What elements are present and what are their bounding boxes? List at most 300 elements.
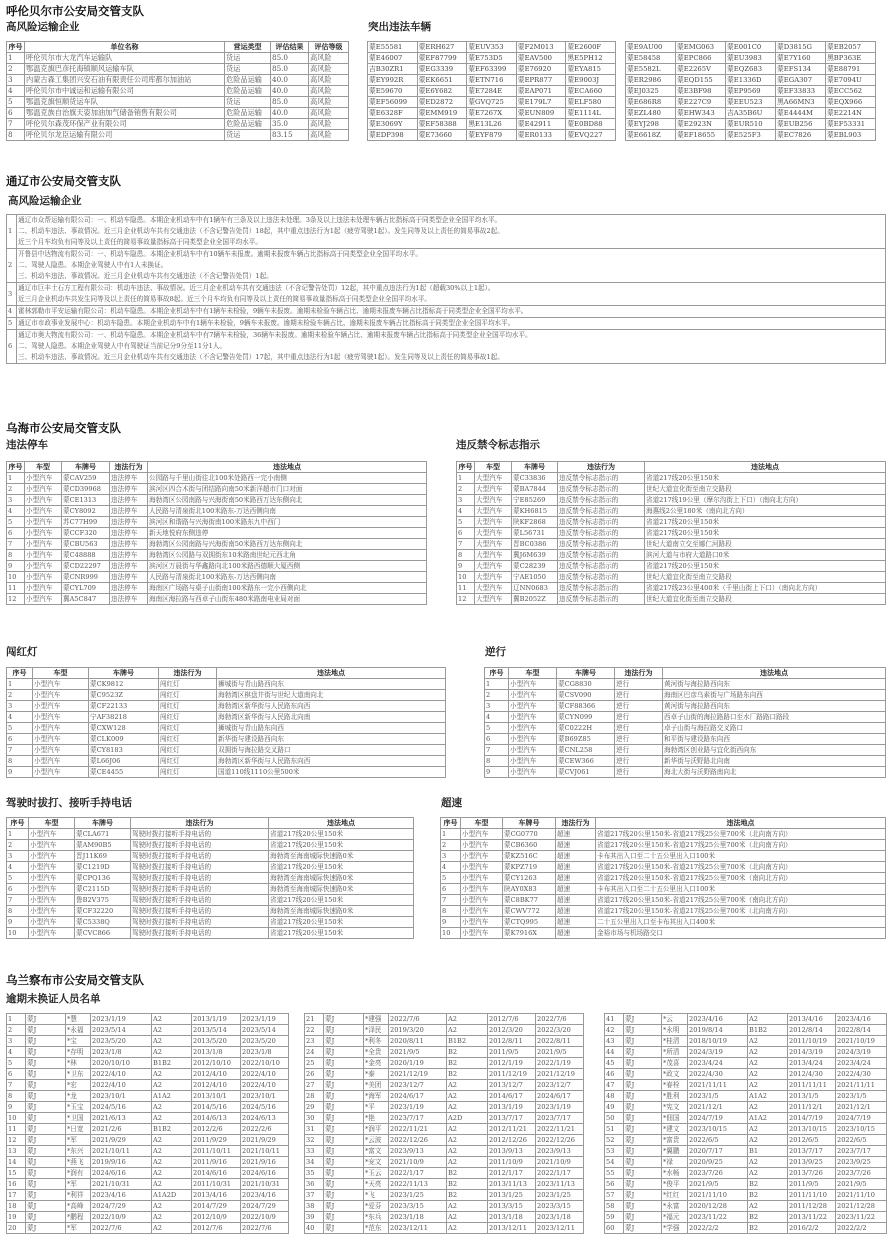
plate-number: 蒙E2265V xyxy=(676,64,726,75)
table-row xyxy=(7,1168,289,1179)
valid-from: 2011/9/16 xyxy=(192,1157,241,1168)
vehicle-type: 小型汽车 xyxy=(25,528,62,539)
table-row xyxy=(626,86,876,97)
driver-name: *永富 xyxy=(662,1201,688,1212)
plate-number: 蒙CLA671 xyxy=(75,829,131,840)
issuing-authority: 蒙J xyxy=(26,1058,66,1069)
driver-name: *飞 xyxy=(364,1190,389,1201)
table-row xyxy=(305,1091,584,1102)
valid-to: 2021/10/19 xyxy=(836,1036,887,1047)
driver-name: *学强 xyxy=(662,1223,688,1234)
plate-number: 蒙C33836 xyxy=(512,473,558,484)
plate-number: 蒙EP9569 xyxy=(726,86,776,97)
table-row xyxy=(7,1135,289,1146)
vehicle-type: 大型汽车 xyxy=(475,572,512,583)
valid-from: 2013/11/22 xyxy=(788,1212,836,1223)
license-class: A2 xyxy=(152,1014,192,1025)
license-class: A2 xyxy=(152,1036,192,1047)
row-number: 11 xyxy=(7,1124,26,1135)
driver-name: *禄 xyxy=(662,1157,688,1168)
driver-name: *云 xyxy=(662,1014,688,1025)
expiry-date: 2023/7/17 xyxy=(389,1113,447,1124)
expiry-date: 2021/10/11 xyxy=(91,1146,152,1157)
violation: 闯红灯 xyxy=(159,734,217,745)
expiry-date: 2022/1/17 xyxy=(389,1168,447,1179)
vehicle-table-right xyxy=(625,41,876,141)
valid-from: 2012/6/5 xyxy=(788,1135,836,1146)
column-header-violation: 违法行为 xyxy=(159,668,217,679)
score: 40.0 xyxy=(271,108,309,119)
violation: 违法停车 xyxy=(110,517,148,528)
table-row xyxy=(305,1124,584,1135)
vehicle-table-left xyxy=(367,41,616,141)
row-number: 10 xyxy=(457,572,475,583)
table-row xyxy=(7,130,349,141)
expiry-date: 2019/8/14 xyxy=(688,1025,748,1036)
row-number: 8 xyxy=(7,550,25,561)
valid-to: 2022/11/21 xyxy=(536,1124,584,1135)
driver-name: *福元 xyxy=(662,1212,688,1223)
description-line: 二、驾驶人隐患。本期企业驾驶人中有1人未换证。 xyxy=(18,261,168,269)
row-number: 3 xyxy=(7,283,17,306)
row-number: 6 xyxy=(441,884,461,895)
risk-level: 高风险 xyxy=(309,64,349,75)
expiry-date: 2024/7/19 xyxy=(688,1113,748,1124)
row-number: 7 xyxy=(457,539,475,550)
vehicle-type: 小型汽车 xyxy=(33,712,89,723)
plate-number: 蒙ED2872 xyxy=(417,97,467,108)
row-number: 7 xyxy=(7,745,33,756)
location: 人民路与清泉街北100米路东-万达西侧向南 xyxy=(148,506,427,517)
license-class: B2 xyxy=(748,1223,788,1234)
plate-number: 蒙ECA660 xyxy=(566,86,616,97)
license-class: B2 xyxy=(447,1179,488,1190)
valid-to: 2024/7/19 xyxy=(836,1113,887,1124)
plate-number: 蒙EY992R xyxy=(368,75,418,86)
license-class: A2 xyxy=(447,1201,488,1212)
table-row xyxy=(485,679,886,690)
vehicle-type: 小型汽车 xyxy=(461,873,503,884)
table-row xyxy=(605,1025,887,1036)
column-header-violation: 违法行为 xyxy=(131,818,269,829)
table-row xyxy=(7,561,427,572)
location: 省道217线20公里150米 xyxy=(269,829,414,840)
issuing-authority: 蒙J xyxy=(26,1146,66,1157)
license-class: A2 xyxy=(447,1223,488,1234)
driver-name: *军 xyxy=(66,1179,91,1190)
row-number: 6 xyxy=(7,1069,26,1080)
location: 省道217线20公里150米 xyxy=(269,840,414,851)
violation: 超速 xyxy=(556,851,596,862)
plate-number: 蒙EG3339 xyxy=(417,64,467,75)
table-header-row xyxy=(457,462,886,473)
table-row xyxy=(605,1069,887,1080)
valid-from: 2012/12/26 xyxy=(488,1135,536,1146)
table-header-row xyxy=(485,668,886,679)
row-number: 4 xyxy=(485,712,509,723)
issuing-authority: 蒙J xyxy=(624,1014,662,1025)
issuing-authority: 蒙J xyxy=(624,1146,662,1157)
plate-number: 蒙C0222H xyxy=(557,723,615,734)
operation-type: 货运 xyxy=(225,64,271,75)
table-header-row xyxy=(7,818,414,829)
vehicle-type: 小型汽车 xyxy=(25,561,62,572)
plate-number: 吉B30ZR1 xyxy=(368,64,418,75)
valid-to: 2023/12/7 xyxy=(536,1080,584,1091)
table-row xyxy=(7,572,427,583)
license-class: B2 xyxy=(447,1190,488,1201)
location: 省道217线19公里（摩尔沟街上下口）（南向北方向） xyxy=(645,495,886,506)
valid-to: 2021/10/11 xyxy=(241,1146,289,1157)
valid-from: 2014/7/29 xyxy=(192,1201,241,1212)
location: 海南区巴彦乌素街与广场路东向西 xyxy=(663,690,886,701)
plate-number: 蒙L66J06 xyxy=(89,756,159,767)
plate-number: 蒙C8BK77 xyxy=(503,895,556,906)
plate-number: 蒙EMG063 xyxy=(676,42,726,53)
valid-from: 2012/3/20 xyxy=(488,1025,536,1036)
valid-from: 2011/9/29 xyxy=(192,1135,241,1146)
driver-name: *全贵 xyxy=(364,1047,389,1058)
row-number: 28 xyxy=(305,1091,324,1102)
valid-from: 2012/10/10 xyxy=(192,1058,241,1069)
valid-to: 2022/7/6 xyxy=(241,1223,289,1234)
column-header-no: 序号 xyxy=(485,668,509,679)
driver-name: *润有 xyxy=(66,1168,91,1179)
table-row xyxy=(605,1157,887,1168)
plate-number: 蒙EU3983 xyxy=(726,53,776,64)
violation: 逆行 xyxy=(615,712,663,723)
enterprise-description xyxy=(17,306,886,318)
table-row xyxy=(441,829,886,840)
table-row xyxy=(305,1025,584,1036)
table-row xyxy=(305,1069,584,1080)
vehicle-type: 小型汽车 xyxy=(29,917,75,928)
row-number: 12 xyxy=(457,594,475,605)
license-class: B1B2 xyxy=(447,1036,488,1047)
valid-to: 2022/2/6 xyxy=(241,1124,289,1135)
location: 卓子山街与海拉路交叉路口 xyxy=(663,723,886,734)
row-number: 10 xyxy=(7,572,25,583)
expiry-date: 2019/9/16 xyxy=(91,1157,152,1168)
plate-number: 蒙E525F3 xyxy=(726,130,776,141)
description-line: 近三个月车均负有同等及以上责任的简易事故量指标高于同类型企业全国平均水平。 xyxy=(18,238,262,246)
violation: 违法停车 xyxy=(110,583,148,594)
issuing-authority: 蒙J xyxy=(624,1113,662,1124)
plate-number: 蒙CE1313 xyxy=(62,495,110,506)
license-class: B2 xyxy=(447,1058,488,1069)
location: 省道217线20公里150米-省道217线25公里700米（北向南方向） xyxy=(596,862,886,873)
description-line: 三、机动车违法、事故情况。近三月企业机动车共有交通违法（不含记警告处罚）1起。 xyxy=(18,272,273,280)
row-number: 41 xyxy=(605,1014,624,1025)
license-class: A2 xyxy=(748,1036,788,1047)
row-number: 10 xyxy=(7,928,29,939)
violation: 违反禁令标志指示的 xyxy=(558,550,645,561)
table-row xyxy=(305,1058,584,1069)
table-row xyxy=(368,75,616,86)
valid-from: 2011/10/9 xyxy=(488,1157,536,1168)
valid-from: 2011/12/28 xyxy=(788,1201,836,1212)
column-header-no: 序号 xyxy=(7,818,29,829)
score: 85.0 xyxy=(271,97,309,108)
valid-to: 2024/6/17 xyxy=(536,1091,584,1102)
issuing-authority: 蒙J xyxy=(324,1135,364,1146)
license-class: A2 xyxy=(152,1146,192,1157)
driver-name: *利祥 xyxy=(66,1190,91,1201)
vehicle-type: 小型汽车 xyxy=(25,539,62,550)
table-row xyxy=(605,1146,887,1157)
issuing-authority: 蒙J xyxy=(324,1080,364,1091)
valid-from: 2013/12/11 xyxy=(488,1223,536,1234)
plate-number: 蒙EVQ227 xyxy=(566,130,616,141)
vehicle-type: 小型汽车 xyxy=(29,906,75,917)
row-number: 48 xyxy=(605,1091,624,1102)
row-number: 4 xyxy=(7,712,33,723)
table-row xyxy=(7,679,446,690)
violation: 违反禁令标志指示的 xyxy=(558,528,645,539)
valid-from: 2014/7/19 xyxy=(788,1113,836,1124)
plate-number: 陕AY0X83 xyxy=(503,884,556,895)
row-number: 17 xyxy=(7,1190,26,1201)
plate-number: 蒙CYL709 xyxy=(62,583,110,594)
vehicle-type: 大型汽车 xyxy=(475,484,512,495)
valid-from: 2013/7/17 xyxy=(788,1146,836,1157)
license-class: B1B2 xyxy=(152,1058,192,1069)
row-number: 7 xyxy=(7,539,25,550)
table-row xyxy=(368,130,616,141)
unit-name: 呼伦贝尔市中诚运和运输有限公司 xyxy=(25,86,225,97)
score: 85.0 xyxy=(271,53,309,64)
risk-level: 高风险 xyxy=(309,53,349,64)
issuing-authority: 蒙J xyxy=(324,1047,364,1058)
row-number: 29 xyxy=(305,1102,324,1113)
valid-to: 2021/10/31 xyxy=(241,1179,289,1190)
column-header-no: 序号 xyxy=(441,818,461,829)
valid-to: 2022/6/5 xyxy=(836,1135,887,1146)
license-class: A2 xyxy=(152,1179,192,1190)
table-row xyxy=(457,594,886,605)
plate-number: 蒙AM90B5 xyxy=(75,840,131,851)
table-row xyxy=(485,712,886,723)
violation: 超速 xyxy=(556,840,596,851)
valid-to: 2023/9/13 xyxy=(536,1146,584,1157)
plate-number: 蒙E7267X xyxy=(467,108,517,119)
row-number: 3 xyxy=(7,851,29,862)
valid-from: 2016/2/2 xyxy=(788,1223,836,1234)
row-number: 52 xyxy=(605,1135,624,1146)
unit-name: 鄂温克旗巴彦托海镇顺风运输车队 xyxy=(25,64,225,75)
row-number: 9 xyxy=(7,561,25,572)
violation: 超速 xyxy=(556,884,596,895)
location: 黄河街与海拉路西向东 xyxy=(663,679,886,690)
issuing-authority: 蒙J xyxy=(324,1223,364,1234)
expiry-date: 2022/4/30 xyxy=(688,1069,748,1080)
location: 海勃湾至海南城际快速路0米 xyxy=(269,906,414,917)
table-row xyxy=(605,1135,887,1146)
driver-name: *富贵 xyxy=(662,1135,688,1146)
row-number: 9 xyxy=(441,917,461,928)
violation: 违反禁令标志指示的 xyxy=(558,583,645,594)
expiry-date: 2023/1/19 xyxy=(91,1014,152,1025)
driver-name: *桂清 xyxy=(662,1036,688,1047)
driver-name: *利冬 xyxy=(364,1036,389,1047)
column-header-plate-number: 车牌号 xyxy=(512,462,558,473)
location: 西卓子山街的海拉路路口至水厂路路口路段 xyxy=(663,712,886,723)
row-number: 3 xyxy=(457,495,475,506)
table-row xyxy=(368,86,616,97)
driver-name: *龙 xyxy=(66,1091,91,1102)
violation: 违法停车 xyxy=(110,495,148,506)
expiry-date: 2023/11/22 xyxy=(688,1212,748,1223)
table-header-row xyxy=(7,462,427,473)
violation: 违反禁令标志指示的 xyxy=(558,539,645,550)
license-class: B2 xyxy=(447,1069,488,1080)
plate-number: 蒙EJ0325 xyxy=(626,86,676,97)
expiry-date: 2023/1/8 xyxy=(91,1047,152,1058)
violation: 违法停车 xyxy=(110,561,148,572)
row-number: 4 xyxy=(7,86,25,97)
plate-number: 蒙CF22133 xyxy=(89,701,159,712)
table-row xyxy=(7,249,886,283)
license-class: A2 xyxy=(447,1157,488,1168)
table-row xyxy=(7,1146,289,1157)
table-row xyxy=(305,1212,584,1223)
driver-name: *范东 xyxy=(364,1223,389,1234)
driver-name: *宠文 xyxy=(364,1157,389,1168)
row-number: 6 xyxy=(7,884,29,895)
location: 和平街与建设路东向西 xyxy=(663,734,886,745)
license-table-3 xyxy=(604,1013,887,1234)
valid-to: 2021/12/1 xyxy=(836,1102,887,1113)
violation: 驾驶时拨打接听手持电话的 xyxy=(131,873,269,884)
driver-name: *永福 xyxy=(66,1025,91,1036)
row-number: 9 xyxy=(485,767,509,778)
row-number: 8 xyxy=(441,906,461,917)
row-number: 49 xyxy=(605,1102,624,1113)
plate-number: 蒙E227C9 xyxy=(676,97,726,108)
location: 卡布其出入口至二十五公里出入口100米 xyxy=(596,851,886,862)
row-number: 54 xyxy=(605,1157,624,1168)
plate-number: 蒙CB6360 xyxy=(503,840,556,851)
row-number: 3 xyxy=(7,495,25,506)
table-row xyxy=(605,1091,887,1102)
valid-to: 2023/4/16 xyxy=(836,1014,887,1025)
plate-number: 蒙E0BD88 xyxy=(566,119,616,130)
unit-name: 呼伦贝尔龙臣运输有限公司 xyxy=(25,130,225,141)
plate-number: 蒙E88791 xyxy=(826,64,876,75)
expiry-date: 2024/5/16 xyxy=(91,1102,152,1113)
vehicle-type: 大型汽车 xyxy=(475,594,512,605)
description-line: 二、驾驶人隐患。本期企业驾驶人中有驾驶证当前记分9分至11分1人。 xyxy=(18,342,226,350)
phone-table xyxy=(6,817,414,939)
valid-to: 2023/12/11 xyxy=(536,1223,584,1234)
violation: 违法停车 xyxy=(110,506,148,517)
expiry-date: 2021/12/1 xyxy=(688,1102,748,1113)
driver-name: *军 xyxy=(66,1135,91,1146)
table-row xyxy=(605,1047,887,1058)
valid-from: 2013/7/26 xyxy=(788,1168,836,1179)
row-number: 8 xyxy=(7,130,25,141)
table-row xyxy=(485,767,886,778)
plate-number: 黑E13L26 xyxy=(467,119,517,130)
plate-number: 冀A5C847 xyxy=(62,594,110,605)
row-number: 1 xyxy=(7,473,25,484)
issuing-authority: 蒙J xyxy=(624,1212,662,1223)
row-number: 40 xyxy=(305,1223,324,1234)
valid-from: 2012/1/19 xyxy=(488,1058,536,1069)
parking-table xyxy=(6,461,427,605)
valid-to: 2023/7/26 xyxy=(836,1168,887,1179)
violation: 超速 xyxy=(556,917,596,928)
valid-from: 2014/6/13 xyxy=(192,1113,241,1124)
plate-number: 蒙ER2986 xyxy=(626,75,676,86)
location: 海南区广场路与桌子山街南100米路东一完小西侧向北 xyxy=(148,583,427,594)
table-row xyxy=(605,1058,887,1069)
row-number: 5 xyxy=(441,873,461,884)
license-class: A2 xyxy=(447,1014,488,1025)
plate-number: 蒙EUV353 xyxy=(467,42,517,53)
license-class: A1A2 xyxy=(152,1091,192,1102)
speeding-heading: 超速 xyxy=(441,797,462,809)
issuing-authority: 蒙J xyxy=(26,1135,66,1146)
row-number: 12 xyxy=(7,594,25,605)
location: 新华街与沃野路北向南 xyxy=(663,756,886,767)
table-row xyxy=(7,119,349,130)
table-row xyxy=(305,1201,584,1212)
plate-number: 蒙EF63399 xyxy=(467,64,517,75)
table-row xyxy=(7,495,427,506)
column-header-location: 违法地点 xyxy=(663,668,886,679)
valid-from: 2011/10/19 xyxy=(788,1036,836,1047)
table-row xyxy=(457,561,886,572)
vehicle-type: 大型汽车 xyxy=(475,583,512,594)
row-number: 4 xyxy=(7,506,25,517)
license-class: A2 xyxy=(152,1047,192,1058)
location: 海勃湾区公园路与双拥街东10米路南世纪元西北角 xyxy=(148,550,427,561)
valid-to: 2022/12/26 xyxy=(536,1135,584,1146)
row-number: 3 xyxy=(7,701,33,712)
table-row xyxy=(368,42,616,53)
table-row xyxy=(7,1058,289,1069)
row-number: 3 xyxy=(485,701,509,712)
violation: 逆行 xyxy=(615,767,663,778)
row-number: 4 xyxy=(7,306,17,318)
risk-level: 高风险 xyxy=(309,108,349,119)
column-header-plate-number: 车牌号 xyxy=(89,668,159,679)
vehicle-type: 小型汽车 xyxy=(461,851,503,862)
driver-name: *泰 xyxy=(364,1069,389,1080)
score: 40.0 xyxy=(271,75,309,86)
operation-type: 危险品运输 xyxy=(225,86,271,97)
vehicle-type: 小型汽车 xyxy=(25,594,62,605)
location: 卡布其出入口至二十五公里出入口100米 xyxy=(596,884,886,895)
issuing-authority: 蒙J xyxy=(26,1036,66,1047)
plate-number: 蒙EUR510 xyxy=(726,119,776,130)
issuing-authority: 蒙J xyxy=(324,1069,364,1080)
plate-number: 蒙F2M013 xyxy=(516,42,566,53)
table-row xyxy=(305,1135,584,1146)
vehicle-type: 小型汽车 xyxy=(25,550,62,561)
enterprise-description xyxy=(17,249,886,283)
expiry-date: 2023/1/25 xyxy=(389,1190,447,1201)
valid-from: 2013/1/19 xyxy=(192,1014,241,1025)
valid-to: 2023/1/25 xyxy=(536,1190,584,1201)
valid-from: 2013/7/17 xyxy=(488,1113,536,1124)
plate-number: 黑E5PH12 xyxy=(566,53,616,64)
row-number: 50 xyxy=(605,1113,624,1124)
plate-number: 蒙ETN716 xyxy=(467,75,517,86)
plate-number: 蒙E46007 xyxy=(368,53,418,64)
expiry-date: 2024/7/29 xyxy=(91,1201,152,1212)
